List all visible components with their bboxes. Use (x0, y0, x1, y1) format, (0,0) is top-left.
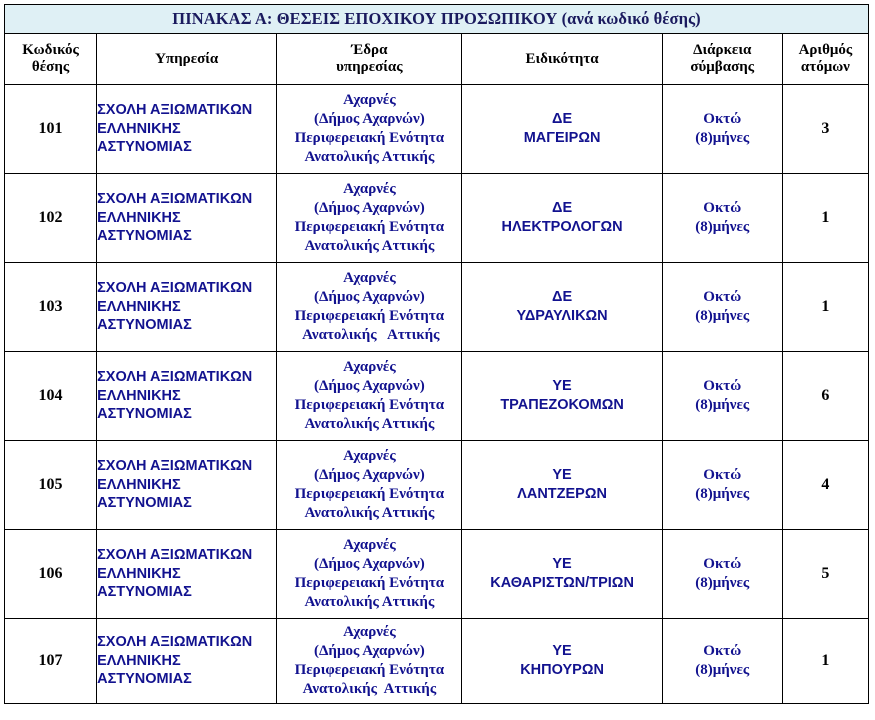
cell-code: 107 (5, 619, 97, 704)
service-line3: ΕΛΛΗΝΙΚΗΣ (97, 565, 181, 582)
cell-service (97, 619, 277, 704)
duration-line1: Οκτώ (703, 288, 742, 305)
duration-line2: (8)μήνες (695, 308, 750, 324)
specialty-line2: ΚΑΘΑΡΙΣΤΩΝ/ΤΡΙΩΝ (490, 575, 634, 591)
cell-duration (662, 352, 782, 441)
duration-line1: Οκτώ (703, 642, 742, 659)
cell-specialty (462, 441, 662, 530)
service-line1: ΣΧΟΛΗ (97, 547, 147, 564)
specialty-line2: ΥΔΡΑΥΛΙΚΩΝ (516, 308, 608, 324)
duration-line2: (8)μήνες (695, 486, 750, 502)
service-line4: ΑΣΤΥΝΟΜΙΑΣ (97, 495, 192, 512)
table-title-row (5, 5, 869, 34)
seat-line4: Ανατολικής Αττικής (304, 505, 435, 522)
specialty-line1: ΥΕ (552, 378, 572, 395)
service-line2: ΑΞΙΩΜΑΤΙΚΩΝ (150, 280, 253, 297)
header-duration (662, 34, 782, 85)
service-line2: ΑΞΙΩΜΑΤΙΚΩΝ (150, 634, 253, 651)
cell-count: 4 (782, 441, 868, 530)
cell-duration (662, 174, 782, 263)
seat-line3: Περιφερειακή Ενότητα (294, 575, 445, 591)
specialty-line1: ΥΕ (552, 643, 572, 660)
cell-count: 3 (782, 85, 868, 174)
cell-code: 106 (5, 530, 97, 619)
seat-line1: Αχαρνές (343, 269, 396, 286)
cell-code: 105 (5, 441, 97, 530)
seat-line4: Ανατολικής Αττικής (304, 416, 435, 433)
header-duration-line2: σύμβασης (690, 59, 755, 75)
cell-duration (662, 530, 782, 619)
duration-line1: Οκτώ (703, 377, 742, 394)
seat-line1: Αχαρνές (343, 536, 396, 553)
service-line3: ΕΛΛΗΝΙΚΗΣ (97, 298, 181, 315)
cell-specialty (462, 85, 662, 174)
seat-line4: Ανατολικής Αττικής (302, 681, 437, 698)
specialty-line1: ΔΕ (552, 289, 573, 306)
seat-line3: Περιφερειακή Ενότητα (294, 486, 445, 502)
cell-specialty (462, 263, 662, 352)
service-line2: ΑΞΙΩΜΑΤΙΚΩΝ (150, 458, 253, 475)
duration-line2: (8)μήνες (695, 397, 750, 413)
header-service-line1: Υπηρεσία (155, 50, 219, 67)
cell-count: 1 (782, 619, 868, 704)
duration-line2: (8)μήνες (695, 662, 750, 678)
specialty-line2: ΤΡΑΠΕΖΟΚΟΜΩΝ (500, 397, 624, 413)
seat-line1: Αχαρνές (343, 180, 396, 197)
cell-seat (277, 263, 462, 352)
header-count-line2: ατόμων (800, 59, 850, 75)
seat-line4: Ανατολικής Αττικής (304, 238, 435, 255)
service-line1: ΣΧΟΛΗ (97, 280, 147, 297)
duration-line2: (8)μήνες (695, 130, 750, 146)
header-seat-line2: υπηρεσίας (336, 59, 403, 75)
cell-seat (277, 174, 462, 263)
cell-code: 103 (5, 263, 97, 352)
seat-line1: Αχαρνές (343, 447, 396, 464)
specialty-line2: ΛΑΝΤΖΕΡΩΝ (517, 486, 607, 502)
cell-seat (277, 441, 462, 530)
seat-line1: Αχαρνές (343, 91, 396, 108)
service-line1: ΣΧΟΛΗ (97, 634, 147, 651)
header-count (782, 34, 868, 85)
cell-seat (277, 85, 462, 174)
table-row (5, 441, 869, 530)
service-line1: ΣΧΟΛΗ (97, 458, 147, 475)
cell-code: 104 (5, 352, 97, 441)
cell-code: 102 (5, 174, 97, 263)
seat-line2: (Δήμος Αχαρνών) (314, 199, 425, 216)
service-line4: ΑΣΤΥΝΟΜΙΑΣ (97, 406, 192, 423)
seat-line2: (Δήμος Αχαρνών) (314, 642, 425, 659)
table-header-row (5, 34, 869, 85)
service-line1: ΣΧΟΛΗ (97, 191, 147, 208)
service-line2: ΑΞΙΩΜΑΤΙΚΩΝ (150, 547, 253, 564)
cell-service (97, 263, 277, 352)
duration-line1: Οκτώ (703, 110, 742, 127)
duration-line2: (8)μήνες (695, 219, 750, 235)
duration-line1: Οκτώ (703, 555, 742, 572)
table-row (5, 530, 869, 619)
service-line2: ΑΞΙΩΜΑΤΙΚΩΝ (150, 191, 253, 208)
seat-line4: Ανατολικής Αττικής (299, 327, 440, 344)
table-title: ΠΙΝΑΚΑΣ Α: ΘΕΣΕΙΣ ΕΠΟΧΙΚΟΥ ΠΡΟΣΩΠΙΚΟΥ (ανά κωδικό θέσης) (5, 5, 869, 34)
header-specialty (462, 34, 662, 85)
service-line3: ΕΛΛΗΝΙΚΗΣ (97, 387, 181, 404)
specialty-line1: ΔΕ (552, 111, 573, 128)
service-line1: ΣΧΟΛΗ (97, 102, 147, 119)
specialty-line2: ΗΛΕΚΤΡΟΛΟΓΩΝ (501, 219, 623, 235)
seat-line3: Περιφερειακή Ενότητα (294, 397, 445, 413)
document-page (0, 4, 875, 720)
seat-line1: Αχαρνές (343, 358, 396, 375)
table-row (5, 619, 869, 704)
service-line4: ΑΣΤΥΝΟΜΙΑΣ (97, 228, 192, 245)
service-line3: ΕΛΛΗΝΙΚΗΣ (97, 209, 181, 226)
seat-line3: Περιφερειακή Ενότητα (294, 219, 445, 235)
seat-line3: Περιφερειακή Ενότητα (294, 662, 445, 678)
seat-line2: (Δήμος Αχαρνών) (314, 288, 425, 305)
positions-table (4, 4, 869, 704)
cell-service (97, 85, 277, 174)
seat-line2: (Δήμος Αχαρνών) (314, 555, 425, 572)
header-code-line2: θέσης (31, 59, 70, 75)
cell-specialty (462, 530, 662, 619)
cell-specialty (462, 352, 662, 441)
header-code-line1: Κωδικός (22, 42, 79, 59)
cell-seat (277, 530, 462, 619)
cell-count: 1 (782, 263, 868, 352)
cell-count: 1 (782, 174, 868, 263)
service-line3: ΕΛΛΗΝΙΚΗΣ (97, 652, 181, 669)
header-duration-line1: Διάρκεια (693, 42, 752, 59)
cell-duration (662, 441, 782, 530)
cell-duration (662, 619, 782, 704)
duration-line1: Οκτώ (703, 199, 742, 216)
specialty-line2: ΚΗΠΟΥΡΩΝ (520, 662, 604, 678)
cell-duration (662, 263, 782, 352)
header-code (5, 34, 97, 85)
seat-line3: Περιφερειακή Ενότητα (294, 308, 445, 324)
duration-line1: Οκτώ (703, 466, 742, 483)
service-line4: ΑΣΤΥΝΟΜΙΑΣ (97, 317, 192, 334)
specialty-line2: ΜΑΓΕΙΡΩΝ (523, 130, 601, 146)
seat-line2: (Δήμος Αχαρνών) (314, 377, 425, 394)
cell-seat (277, 619, 462, 704)
seat-line4: Ανατολικής Αττικής (304, 594, 435, 611)
duration-line2: (8)μήνες (695, 575, 750, 591)
service-line2: ΑΞΙΩΜΑΤΙΚΩΝ (150, 102, 253, 119)
service-line4: ΑΣΤΥΝΟΜΙΑΣ (97, 139, 192, 156)
service-line1: ΣΧΟΛΗ (97, 369, 147, 386)
cell-service (97, 530, 277, 619)
seat-line2: (Δήμος Αχαρνών) (314, 110, 425, 127)
header-service (97, 34, 277, 85)
cell-specialty (462, 619, 662, 704)
specialty-line1: ΥΕ (552, 467, 572, 484)
cell-seat (277, 352, 462, 441)
header-seat-line1: Έδρα (351, 42, 388, 59)
cell-service (97, 174, 277, 263)
seat-line1: Αχαρνές (343, 623, 396, 640)
cell-count: 6 (782, 352, 868, 441)
table-row (5, 263, 869, 352)
cell-code: 101 (5, 85, 97, 174)
cell-service (97, 441, 277, 530)
table-row (5, 85, 869, 174)
service-line3: ΕΛΛΗΝΙΚΗΣ (97, 120, 181, 137)
header-seat (277, 34, 462, 85)
cell-service (97, 352, 277, 441)
specialty-line1: ΔΕ (552, 200, 573, 217)
seat-line2: (Δήμος Αχαρνών) (314, 466, 425, 483)
service-line4: ΑΣΤΥΝΟΜΙΑΣ (97, 584, 192, 601)
seat-line3: Περιφερειακή Ενότητα (294, 130, 445, 146)
header-specialty-line1: Ειδικότητα (525, 50, 599, 67)
cell-duration (662, 85, 782, 174)
seat-line4: Ανατολικής Αττικής (304, 149, 435, 166)
table-row (5, 352, 869, 441)
header-count-line1: Αριθμός (798, 42, 853, 59)
cell-specialty (462, 174, 662, 263)
cell-count: 5 (782, 530, 868, 619)
service-line4: ΑΣΤΥΝΟΜΙΑΣ (97, 671, 192, 688)
table-row (5, 174, 869, 263)
service-line2: ΑΞΙΩΜΑΤΙΚΩΝ (150, 369, 253, 386)
specialty-line1: ΥΕ (552, 556, 572, 573)
service-line3: ΕΛΛΗΝΙΚΗΣ (97, 476, 181, 493)
